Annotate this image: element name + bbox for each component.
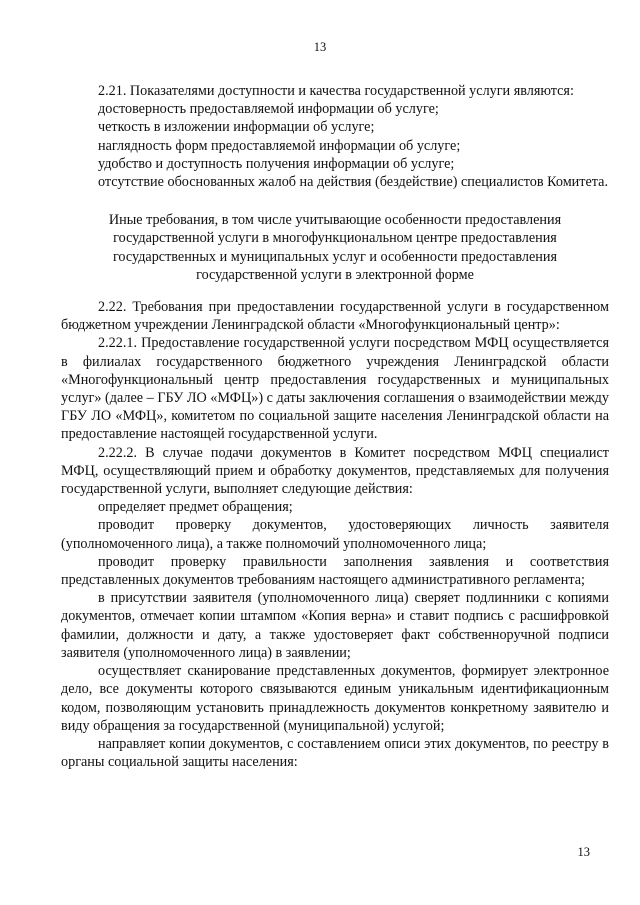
document-body bbox=[61, 82, 609, 771]
action-item: проводит проверку правильности заполнения заявления и соответствия представленных документов требованиям настоящего административного регламента; bbox=[61, 553, 609, 589]
action-item: направляет копии документов, с составлением описи этих документов, по реестру в органы социальной защиты населения: bbox=[61, 735, 609, 771]
page-number-bottom: 13 bbox=[577, 845, 590, 859]
action-item: в присутствии заявителя (уполномоченного лица) сверяет подлинники с копиями документов, отмечает копии штампом «Копия верна» и ставит подпись с расшифровкой фамилии, должности и дату, а также удостоверяет факт собственноручной подписи заявителя (уполномоченного лица) в заявлении; bbox=[61, 590, 609, 661]
section-2-22-2: 2.22.2. В случае подачи документов в Комитет посредством МФЦ специалист МФЦ, осуществляющий прием и обработку документов, представляемых для получения государственной услуги, выполняет следующие действия: bbox=[61, 444, 609, 498]
action-item: осуществляет сканирование представленных документов, формирует электронное дело, все документы которого связываются единым уникальным идентификационным кодом, позволяющим установить принадлежность документов конкретному заявителю и виду обращения за государственной (муниципальной) услугой; bbox=[61, 663, 609, 734]
list-item: удобство и доступность получения информации об услуге; bbox=[98, 155, 455, 172]
section-2-22-1: 2.22.1. Предоставление государственной услуги посредством МФЦ осуществляется в филиалах государственного бюджетного учреждения Ленинградской области «Многофункциональный центр предоставления государственных и муниципальных услуг» (далее – ГБУ ЛО «МФЦ») с даты заключения соглашения о взаимодействии между ГБУ ЛО «МФЦ», комитетом по социальной защите населения Ленинградской области на предоставление настоящей государственной услуги. bbox=[61, 335, 609, 443]
list-item: четкость в изложении информации об услуге; bbox=[98, 119, 375, 136]
section-2-22: 2.22. Требования при предоставлении государственной услуги в государственном бюджетном учреждении Ленинградской области «Многофункциональный центр»: bbox=[61, 299, 609, 334]
section-2-21-intro: 2.21. Показателями доступности и качества государственной услуги являются: bbox=[98, 83, 574, 99]
list-item: достоверность предоставляемой информации об услуге; bbox=[98, 101, 439, 118]
action-item: определяет предмет обращения; bbox=[98, 499, 293, 516]
action-item: проводит проверку документов, удостоверяющих личность заявителя (уполномоченного лица), а также полномочий уполномоченного лица; bbox=[61, 517, 609, 552]
page-number-top: 13 bbox=[313, 40, 327, 54]
list-item: наглядность форм предоставляемой информации об услуге; bbox=[98, 137, 461, 154]
section-heading: Иные требования, в том числе учитывающие особенности предоставления государственной услуги в многофункциональном центре предоставления государственных и муниципальных услуг и особенности предоставления государственной услуги в электронной форме bbox=[108, 212, 562, 283]
list-item: отсутствие обоснованных жалоб на действия (бездействие) специалистов Комитета. bbox=[98, 174, 608, 191]
